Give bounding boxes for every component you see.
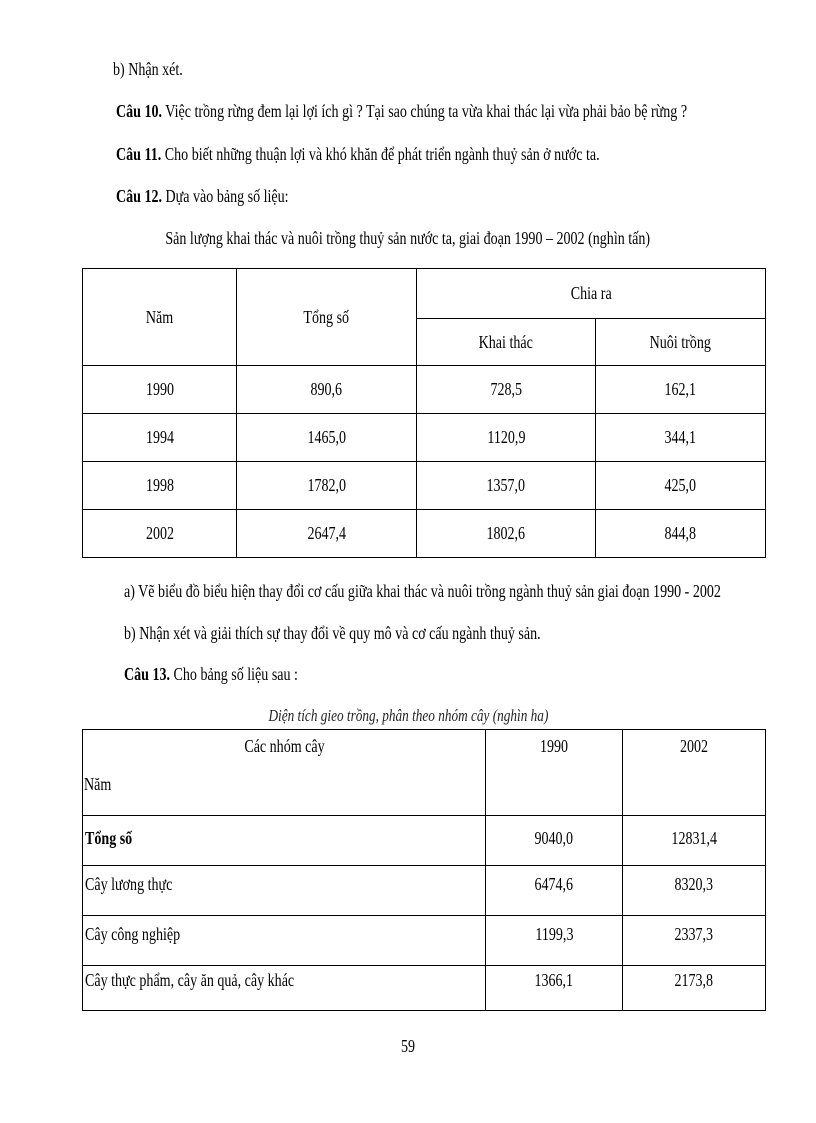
question-12 <box>116 185 337 207</box>
question-10-text: Việc trồng rừng đem lại lợi ích gì ? Tại sao chúng ta vừa khai thác lại vừa phải bảo bệ rừng ? <box>162 101 688 121</box>
task-a-text: a) Vẽ biểu đồ biểu hiện thay đổi cơ cấu giữa khai thác và nuôi trồng ngành thuỷ sản giai đoạn 1990 - 2002 <box>124 581 721 601</box>
table2-cell-2002: 2173,8 <box>623 966 766 1011</box>
table2-cell-1990: 6474,6 <box>486 866 623 916</box>
question-10-label: Câu 10. <box>116 101 163 121</box>
table2-cell-1990: 1366,1 <box>486 966 623 1011</box>
question-13-label: Câu 13. <box>124 664 171 684</box>
task-b <box>124 622 658 644</box>
table2-cell-1990: 1199,3 <box>486 916 623 966</box>
table-row <box>83 366 766 414</box>
table2-header-group: Các nhóm cây <box>243 736 325 756</box>
table1-cell-year: 2002 <box>83 510 237 558</box>
table1-caption-text: Sản lượng khai thác và nuôi trồng thuỷ sản nước ta, giai đoạn 1990 – 2002 (nghìn tấn) <box>165 228 651 248</box>
fishery-output-table <box>82 268 766 558</box>
question-13-text: Cho bảng số liệu sau : <box>170 664 298 684</box>
table2-caption-text: Diện tích gieo trồng, phân theo nhóm cây (nghìn ha) <box>268 706 548 725</box>
table2-header-2002: 2002 <box>623 730 766 816</box>
table1-header-nuoi-trong: Nuôi trồng <box>596 319 766 366</box>
table1-cell-total: 1782,0 <box>237 462 417 510</box>
table1-cell-year: 1998 <box>83 462 237 510</box>
table1-cell-khai-thac: 1120,9 <box>417 414 596 462</box>
table1-cell-total: 1465,0 <box>237 414 417 462</box>
crop-area-table <box>82 729 766 1011</box>
question-11 <box>116 143 736 165</box>
table2-row-label: Tổng số <box>83 816 486 866</box>
table1-header-year: Năm <box>83 269 237 366</box>
table1-header-total: Tổng số <box>237 269 417 366</box>
table1-cell-year: 1990 <box>83 366 237 414</box>
table1-caption <box>0 227 816 249</box>
table2-caption <box>0 706 816 726</box>
table-row <box>83 916 766 966</box>
table1-cell-year: 1994 <box>83 414 237 462</box>
table2-header-1990: 1990 <box>486 730 623 816</box>
question-11-text: Cho biết những thuận lợi và khó khăn để phát triển ngành thuỷ sản ở nước ta. <box>161 144 600 164</box>
table2-row-label: Cây công nghiệp <box>83 916 486 966</box>
task-a <box>124 580 816 602</box>
table-row <box>83 866 766 916</box>
table1-cell-nuoi-trong: 425,0 <box>596 462 766 510</box>
table2-header-year: Năm <box>84 774 112 794</box>
table1-cell-nuoi-trong: 344,1 <box>596 414 766 462</box>
table2-cell-2002: 12831,4 <box>623 816 766 866</box>
table1-header-group: Chia ra <box>417 269 766 319</box>
table1-cell-khai-thac: 1357,0 <box>417 462 596 510</box>
intro-b-text: b) Nhận xét. <box>113 59 183 79</box>
table2-cell-2002: 8320,3 <box>623 866 766 916</box>
table-row <box>83 414 766 462</box>
table1-cell-khai-thac: 1802,6 <box>417 510 596 558</box>
table2-row-label: Cây thực phẩm, cây ăn quả, cây khác <box>83 966 486 1011</box>
table2-row-label: Cây lương thực <box>83 866 486 916</box>
table1-cell-khai-thac: 728,5 <box>417 366 596 414</box>
page-number <box>0 1036 816 1057</box>
task-b-text: b) Nhận xét và giải thích sự thay đổi về quy mô và cơ cấu ngành thuỷ sản. <box>124 623 541 643</box>
question-12-text: Dựa vào bảng số liệu: <box>162 186 289 206</box>
table1-header-khai-thac: Khai thác <box>417 319 596 366</box>
table-row <box>83 510 766 558</box>
intro-b-line <box>113 58 202 80</box>
question-13 <box>124 663 347 685</box>
table2-header-group-cell <box>83 730 486 816</box>
table-row <box>83 462 766 510</box>
question-10 <box>116 100 816 122</box>
table1-cell-nuoi-trong: 162,1 <box>596 366 766 414</box>
table1-cell-total: 890,6 <box>237 366 417 414</box>
table-row <box>83 966 766 1011</box>
table2-cell-2002: 2337,3 <box>623 916 766 966</box>
question-11-label: Câu 11. <box>116 144 162 164</box>
page-number-text: 59 <box>400 1036 416 1056</box>
question-12-label: Câu 12. <box>116 186 163 206</box>
table-row <box>83 816 766 866</box>
table1-cell-nuoi-trong: 844,8 <box>596 510 766 558</box>
table1-cell-total: 2647,4 <box>237 510 417 558</box>
table2-cell-1990: 9040,0 <box>486 816 623 866</box>
